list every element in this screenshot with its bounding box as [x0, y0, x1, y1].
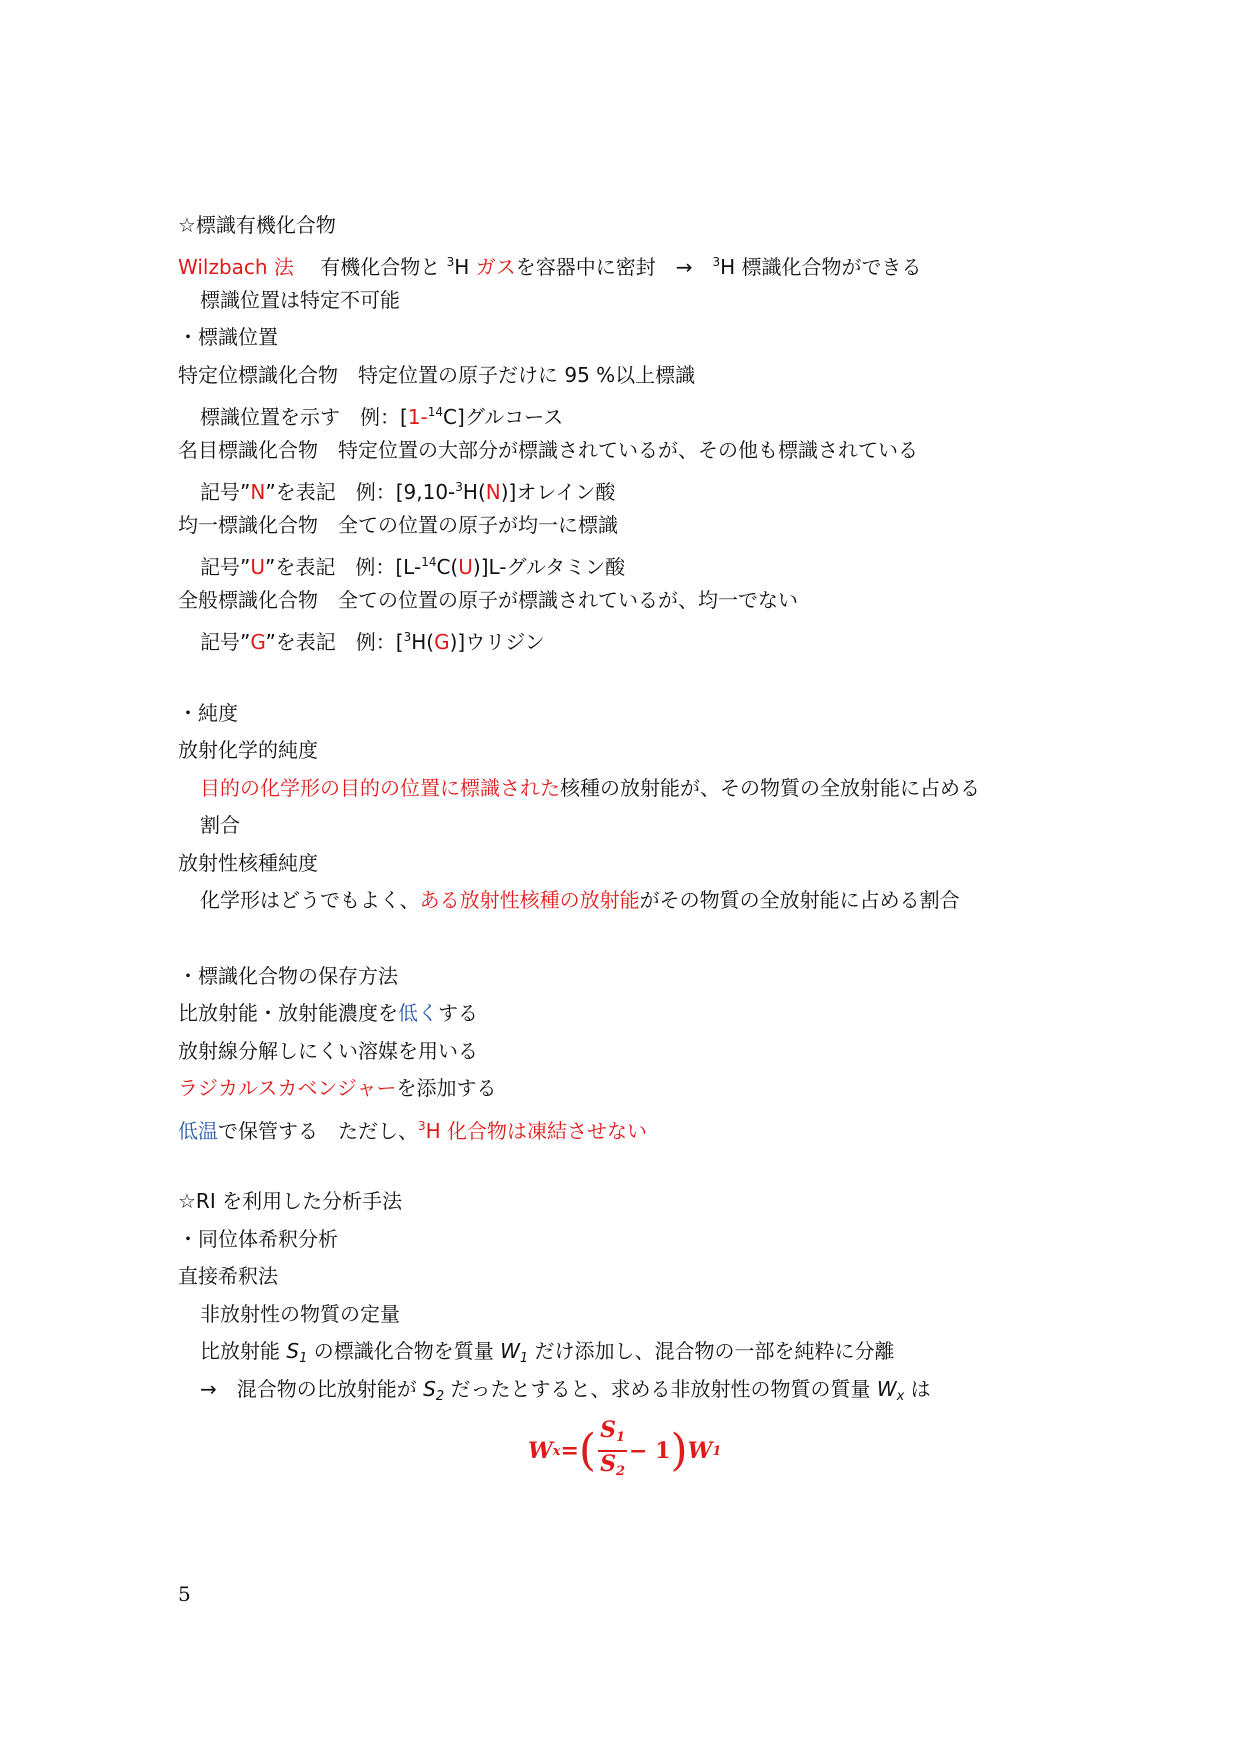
- open-paren: (: [578, 1425, 597, 1476]
- general-example: 記号”G”を表記 例：[$^3$H(G)]ウリジン: [200, 630, 545, 654]
- general-labeled: 全般標識化合物 全ての位置の原子が標識されているが、均一でない: [178, 588, 798, 612]
- direct-dilution-step-1: 比放射能 $S_1$ の標識化合物を質量 $W_1$ だけ添加し、混合物の一部を純粋に分離: [200, 1339, 895, 1366]
- dilution-formula: W x = ( $\frac{S_1}{S_2}$ − 1 ) W 1: [528, 1418, 721, 1484]
- section-title-ri-analysis: ☆RI を利用した分析手法: [178, 1189, 403, 1213]
- uniform-labeled: 均一標識化合物 全ての位置の原子が均一に標識: [178, 513, 618, 537]
- specific-labeled: 特定位標識化合物 特定位置の原子だけに 95 %以上標識: [178, 363, 696, 387]
- radionuclide-purity: 放射性核種純度: [178, 851, 318, 875]
- fraction-denominator: $S_2$: [600, 1451, 626, 1479]
- radiochemical-purity-def-cont: 割合: [200, 813, 240, 837]
- radiochemical-purity-def: 目的の化学形の目的の位置に標識された核種の放射能が、その物質の全放射能に占める: [200, 776, 980, 800]
- wilzbach-line: Wilzbach 法 有機化合物と $^3$H ガスを容器中に密封 → $^3$H 標識化合物ができる: [178, 255, 922, 279]
- gas-term: ガス: [475, 255, 516, 279]
- radiochemical-purity: 放射化学的純度: [178, 738, 318, 762]
- wilzbach-method: Wilzbach 法: [178, 255, 294, 279]
- storage-heading: ・標識化合物の保存方法: [178, 964, 398, 988]
- page-number: 5: [178, 1582, 191, 1606]
- nominal-labeled: 名目標識化合物 特定位置の大部分が標識されているが、その他も標識されている: [178, 438, 918, 462]
- section-title-labeled-compounds: ☆標識有機化合物: [178, 213, 336, 237]
- specific-example: 標識位置を示す 例：[1-$^{14}$C]グルコース: [200, 405, 564, 429]
- fraction-numerator: $S_1$: [598, 1418, 627, 1452]
- wilzbach-note: 標識位置は特定不可能: [200, 288, 400, 312]
- direct-dilution: 直接希釈法: [178, 1264, 278, 1288]
- fraction: [598, 1418, 627, 1484]
- direct-dilution-step-2: → 混合物の比放射能が $S_2$ だったとすると、求める非放射性の物質の質量 $W_x$ は: [200, 1377, 931, 1404]
- uniform-example: 記号”U”を表記 例：[L-$^{14}$C(U)]L-グルタミン酸: [200, 555, 626, 579]
- storage-line-4: 低温で保管する ただし、$^3$H 化合物は凍結させない: [178, 1119, 648, 1143]
- nominal-example: 記号”N”を表記 例：[9,10-$^3$H(N)]オレイン酸: [200, 480, 616, 504]
- direct-dilution-purpose: 非放射性の物質の定量: [200, 1302, 400, 1326]
- isotope-dilution-heading: ・同位体希釈分析: [178, 1227, 338, 1251]
- storage-line-3: ラジカルスカベンジャーを添加する: [178, 1076, 497, 1100]
- purity-heading: ・純度: [178, 701, 238, 725]
- label-position-heading: ・標識位置: [178, 325, 278, 349]
- storage-line-1: 比放射能・放射能濃度を低くする: [178, 1001, 478, 1025]
- close-paren: ): [670, 1425, 688, 1476]
- storage-line-2: 放射線分解しにくい溶媒を用いる: [178, 1039, 478, 1063]
- radionuclide-purity-def: 化学形はどうでもよく、ある放射性核種の放射能がその物質の全放射能に占める割合: [200, 888, 960, 912]
